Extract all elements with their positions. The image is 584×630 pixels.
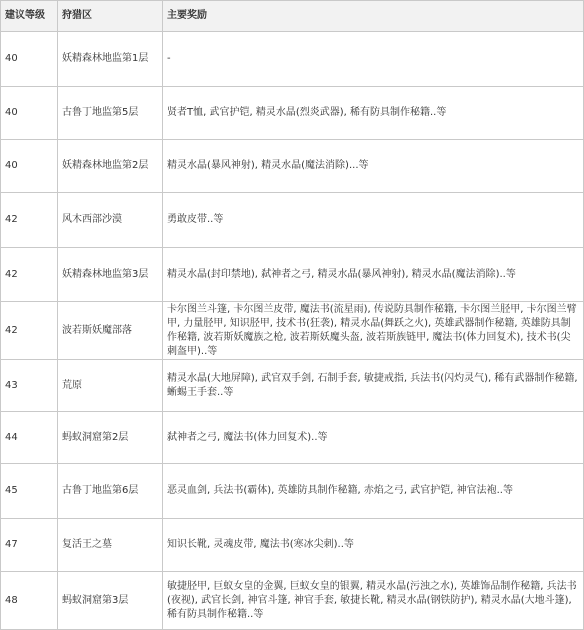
table-row xyxy=(1,193,584,248)
reward-cell: - xyxy=(163,32,584,87)
reward-cell: 卡尔图兰斗篷, 卡尔图兰皮带, 魔法书(流星雨), 传说防具制作秘籍, 卡尔图兰胫甲, 卡尔图兰臂甲, 力量胫甲, 知识胫甲, 技术书(狂袭), 精灵水晶(舞跃之火), 英雄武器制作秘籍, 英雄防具制作秘籍, 波若斯妖魔族之枪, 波若斯妖魔头盔, 波若斯族链甲, 魔法书(体力回复术), 技术书(尖刺盔甲)..等 xyxy=(163,302,584,360)
table-row xyxy=(1,87,584,140)
table-row xyxy=(1,360,584,412)
level-cell: 40 xyxy=(1,140,58,193)
reward-cell: 精灵水晶(大地屏障), 武官双手剑, 石制手套, 敏捷戒指, 兵法书(闪灼灵气), 稀有武器制作秘籍, 蜥蜴王手套..等 xyxy=(163,360,584,412)
level-cell: 44 xyxy=(1,412,58,464)
zone-cell: 波若斯妖魔部落 xyxy=(58,302,163,360)
reward-cell: 贤者T恤, 武官护铠, 精灵水晶(烈炎武器), 稀有防具制作秘籍..等 xyxy=(163,87,584,140)
reward-cell: 恶灵血剑, 兵法书(霸体), 英雄防具制作秘籍, 赤焰之弓, 武官护铠, 神官法袍..等 xyxy=(163,464,584,519)
level-cell: 40 xyxy=(1,32,58,87)
header-level: 建议等级 xyxy=(1,1,58,32)
reward-cell: 弑神者之弓, 魔法书(体力回复术)..等 xyxy=(163,412,584,464)
table-row xyxy=(1,248,584,302)
table-row xyxy=(1,572,584,630)
header-zone: 狩猎区 xyxy=(58,1,163,32)
reward-cell: 勇敢皮带..等 xyxy=(163,193,584,248)
header-row xyxy=(1,1,584,32)
table-row xyxy=(1,519,584,572)
header-reward: 主要奖励 xyxy=(163,1,584,32)
reward-cell: 精灵水晶(封印禁地), 弑神者之弓, 精灵水晶(暴风神射), 精灵水晶(魔法消除)..等 xyxy=(163,248,584,302)
reward-cell: 知识长靴, 灵魂皮带, 魔法书(寒冰尖刺)..等 xyxy=(163,519,584,572)
table-row xyxy=(1,412,584,464)
zone-cell: 蚂蚁洞窟第3层 xyxy=(58,572,163,630)
zone-cell: 荒原 xyxy=(58,360,163,412)
zone-cell: 风木西部沙漠 xyxy=(58,193,163,248)
level-cell: 40 xyxy=(1,87,58,140)
table-row xyxy=(1,464,584,519)
level-cell: 42 xyxy=(1,193,58,248)
zone-cell: 古鲁丁地监第6层 xyxy=(58,464,163,519)
table-row xyxy=(1,302,584,360)
zone-cell: 古鲁丁地监第5层 xyxy=(58,87,163,140)
level-cell: 48 xyxy=(1,572,58,630)
level-cell: 45 xyxy=(1,464,58,519)
zone-cell: 妖精森林地监第3层 xyxy=(58,248,163,302)
level-cell: 42 xyxy=(1,302,58,360)
reward-cell: 敏捷胫甲, 巨蚁女皇的金翼, 巨蚁女皇的银翼, 精灵水晶(污浊之水), 英雄饰品制作秘籍, 兵法书(夜视), 武官长剑, 神官斗篷, 神官手套, 敏捷长靴, 精灵水晶(钢铁防护), 精灵水晶(大地斗篷), 稀有防具制作秘籍..等 xyxy=(163,572,584,630)
table-row xyxy=(1,140,584,193)
level-cell: 42 xyxy=(1,248,58,302)
zone-cell: 妖精森林地监第1层 xyxy=(58,32,163,87)
zone-cell: 复活王之墓 xyxy=(58,519,163,572)
zone-cell: 蚂蚁洞窟第2层 xyxy=(58,412,163,464)
reward-cell: 精灵水晶(暴风神射), 精灵水晶(魔法消除)...等 xyxy=(163,140,584,193)
table-row xyxy=(1,32,584,87)
zone-cell: 妖精森林地监第2层 xyxy=(58,140,163,193)
level-cell: 43 xyxy=(1,360,58,412)
level-cell: 47 xyxy=(1,519,58,572)
